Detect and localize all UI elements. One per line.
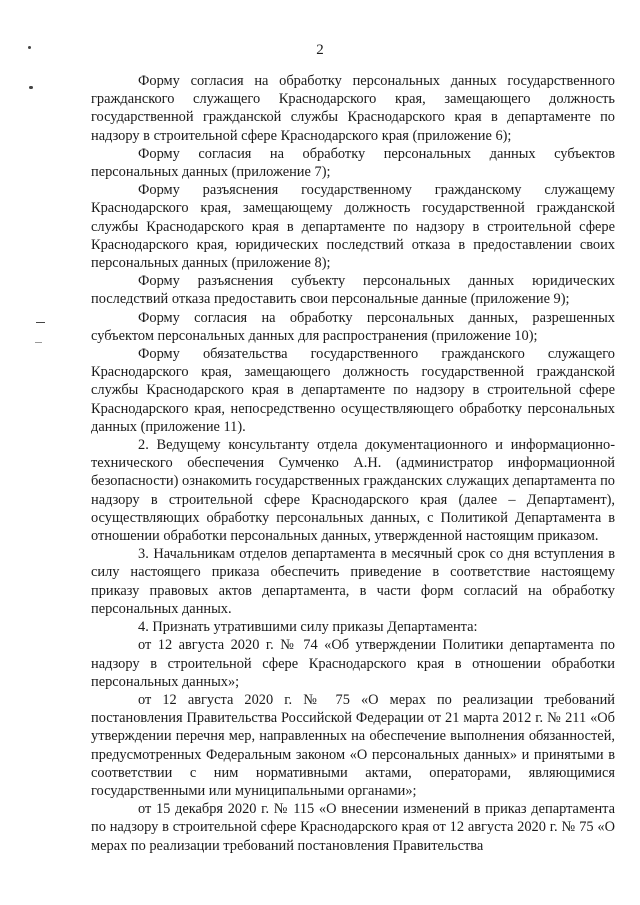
scan-speck bbox=[29, 86, 33, 89]
paragraph-order-74: от 12 августа 2020 г. № 74 «Об утверждении Политики департамента по надзору в строительной сфере Краснодарского края в отношении обработки персональных данных»; bbox=[91, 637, 615, 690]
paragraph-item-2: 2. Ведущему консультанту отдела документационного и информационно-технического обеспечения Сумченко А.Н. (администратор информационной безопасности) ознакомить государственных гражданских служащих департамента по надзору в строительной сфере Краснодарского края (далее – Департамент), осуществляющих обработку персональных данных, с Политикой Департамента в отношении обработки персональных данных, утвержденной настоящим приказом. bbox=[91, 437, 615, 545]
paragraph-appendix-8: Форму разъяснения государственному гражданскому служащему Краснодарского края, замещающему должность государственной гражданской службы Краснодарского края в департаменте по надзору в строительной сфере Краснодарского края, юридических последствий отказа в предоставлении своих персональных данных (приложение 8); bbox=[91, 182, 615, 272]
paragraph-appendix-10: Форму согласия на обработку персональных данных, разрешенных субъектом персональных данных для распространения (приложение 10); bbox=[91, 309, 615, 344]
document-body bbox=[91, 72, 615, 855]
scan-speck bbox=[36, 322, 45, 323]
paragraph-appendix-7: Форму согласия на обработку персональных данных субъектов персональных данных (приложение 7); bbox=[91, 145, 615, 181]
page-number: 2 bbox=[316, 42, 324, 58]
scan-speck bbox=[35, 342, 42, 343]
paragraph-appendix-11: Форму обязательства государственного гражданского служащего Краснодарского края, замещающего должность государственной гражданской службы Краснодарского края в департаменте по надзору в строительной сфере Краснодарского края, непосредственно осуществляющего обработку персональных данных (приложение 11). bbox=[91, 346, 615, 435]
paragraph-appendix-9: Форму разъяснения субъекту персональных данных юридических последствий отказа предоставить свои персональные данные (приложение 9); bbox=[91, 273, 615, 308]
paragraph-item-4: 4. Признать утратившими силу приказы Департамента: bbox=[138, 619, 478, 636]
paragraph-order-75: от 12 августа 2020 г. № 75 «О мерах по реализации требований постановления Правительства Российской Федерации от 21 марта 2012 г. № 211 «Об утверждении перечня мер, направленных на обеспечение выполнения обязанностей, предусмотренных Федеральным законом «О персональных данных» и принятыми в соответствии с ним нормативными актами, операторами, являющимися государственными или муниципальными органами»; bbox=[91, 691, 615, 799]
paragraph-appendix-6: Форму согласия на обработку персональных данных государственного гражданского служащего Краснодарского края, замещающего должность государственной гражданской службы Краснодарского края в департаменте по надзору в строительной сфере Краснодарского края (приложение 6); bbox=[91, 73, 615, 144]
paragraph-order-115: от 15 декабря 2020 г. № 115 «О внесении изменений в приказ департамента по надзору в строительной сфере Краснодарского края от 12 августа 2020 г. № 75 «О мерах по реализации требований постановления Правительства bbox=[91, 801, 615, 854]
paragraph-item-3: 3. Начальникам отделов департамента в месячный срок со дня вступления в силу настоящего приказа обеспечить приведение в соответствие настоящему приказу правовых актов департамента, в части форм согласий на обработку персональных данных. bbox=[91, 546, 615, 617]
